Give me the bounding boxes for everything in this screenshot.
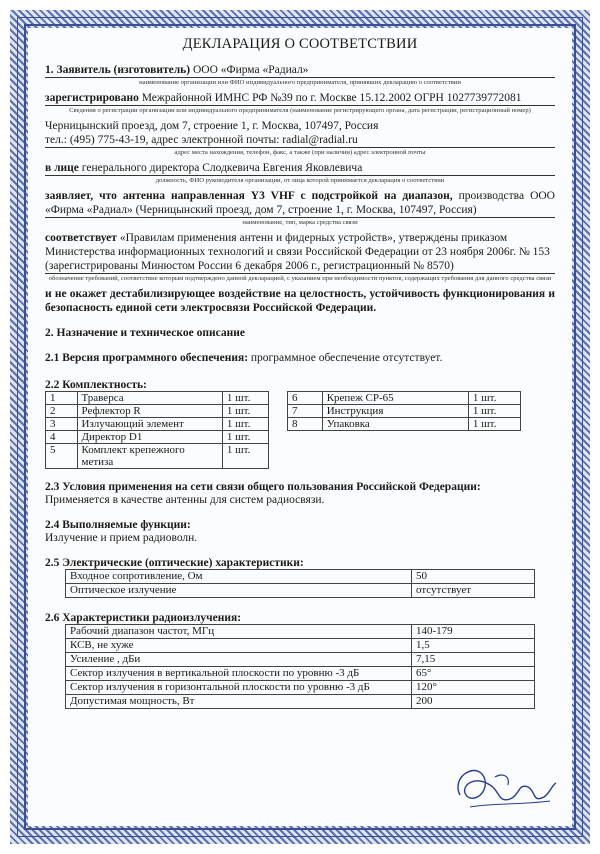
parameter-value: 200 — [412, 695, 535, 709]
signature-image — [440, 755, 560, 815]
electrical-table — [65, 569, 535, 598]
completeness-row — [46, 444, 269, 469]
item-quantity: 1 шт. — [222, 444, 268, 469]
conforms-line — [45, 231, 555, 274]
section2-title: 2. Назначение и техническое описание — [45, 327, 245, 339]
parameter-name: КСВ, не хуже — [66, 639, 412, 653]
parameter-name: Рабочий диапазон частот, МГц — [66, 625, 412, 639]
item-number: 8 — [288, 418, 323, 431]
item-name: Директор D1 — [77, 431, 222, 444]
declares-label: заявляет, что антенна направленная Y3 VHF с подстройкой на диапазон, — [45, 190, 453, 202]
item-name: Крепеж СР-65 — [322, 392, 468, 405]
electrical-label: 2.5 Электрические (оптические) характеристики: — [45, 557, 304, 569]
completeness-table-left — [45, 391, 269, 469]
item-quantity: 1 шт. — [468, 392, 520, 405]
parameter-value: 1,5 — [412, 639, 535, 653]
parameter-row — [66, 681, 535, 695]
parameter-row — [66, 695, 535, 709]
address-line: Черницынский проезд, дом 7, строение 1, г. Москва, 107497, Россия — [45, 120, 379, 132]
radio-label: 2.6 Характеристики радиоизлучения: — [45, 612, 242, 624]
applicant-name: ООО «Фирма «Радиал» — [190, 64, 309, 76]
item-number: 6 — [288, 392, 323, 405]
software-label: 2.1 Версия программного обеспечения: — [45, 352, 249, 364]
document-content — [45, 36, 555, 709]
parameter-value: 7,15 — [412, 653, 535, 667]
completeness-row — [46, 418, 269, 431]
completeness-row — [46, 392, 269, 405]
registration-text: Межрайонной ИМНС РФ №39 по г. Москве 15.12.2002 ОГРН 1027739772081 — [138, 92, 522, 104]
conditions-text: Применяется в качестве антенны для систем радиосвязи. — [45, 494, 325, 506]
item-quantity: 1 шт. — [222, 418, 268, 431]
completeness-row — [288, 405, 521, 418]
completeness-row — [288, 418, 521, 431]
parameter-row — [66, 625, 535, 639]
parameter-name: Допустимая мощность, Вт — [66, 695, 412, 709]
item-number: 7 — [288, 405, 323, 418]
parameter-name: Входное сопротивление, Ом — [66, 570, 412, 584]
item-quantity: 1 шт. — [222, 405, 268, 418]
completeness-row — [46, 405, 269, 418]
parameter-row — [66, 570, 535, 584]
item-name: Упаковка — [322, 418, 468, 431]
parameter-name: Оптическое излучение — [66, 584, 412, 598]
declares-text: производства ООО «Фирма «Радиал» (Черницынский проезд, дом 7, строение 1, г. Москва, 107497, Россия) — [45, 190, 555, 216]
conforms-text: «Правилам применения антенн и фидерных устройств», утверждены приказом Министерства информационных технологий и связи Российской Федерации от 23 ноября 2006г. № 153 (зарегистрированы Минюстом России 6 декабря 2006 г., регистрационный № 8570) — [45, 232, 550, 272]
item-number: 3 — [46, 418, 78, 431]
note-address: адрес места нахождения, телефон, факс, а также (при наличии) адрес электронной почты — [174, 149, 426, 156]
contacts-line: тел.: (495) 775-43-19, адрес электронной почты: radial@radial.ru — [45, 133, 555, 148]
parameter-value: 120° — [412, 681, 535, 695]
completeness-label: 2.2 Комплектность: — [45, 379, 147, 391]
item-name: Рефлектор R — [77, 405, 222, 418]
item-number: 1 — [46, 392, 78, 405]
item-quantity: 1 шт. — [468, 418, 520, 431]
software-text: программное обеспечение отсутствует. — [248, 352, 443, 364]
note-registration: Сведения о регистрации организации или индивидуального предпринимателя (наименование регистрирующего органа, дата регистрации, регистрационный номер) — [69, 107, 531, 114]
software-line — [45, 351, 555, 365]
note-person: должность, ФИО руководителя организации, от лица которой принимается декларация о соответствии — [155, 177, 445, 184]
applicant-line — [45, 63, 555, 78]
parameter-row — [66, 667, 535, 681]
item-name: Комплект крепежного метиза — [77, 444, 222, 469]
completeness-row — [288, 392, 521, 405]
completeness-row — [46, 431, 269, 444]
parameter-row — [66, 639, 535, 653]
completeness-table-right — [287, 391, 521, 431]
note-product: наименование, тип, марка средства связи — [242, 219, 358, 226]
parameter-value: 140-179 — [412, 625, 535, 639]
item-quantity: 1 шт. — [222, 392, 268, 405]
parameter-value: 50 — [412, 570, 535, 584]
parameter-row — [66, 584, 535, 598]
item-number: 2 — [46, 405, 78, 418]
parameter-value: 65° — [412, 667, 535, 681]
functions-label: 2.4 Выполняемые функции: — [45, 519, 191, 531]
person-label: в лице — [45, 162, 79, 174]
document-title: ДЕКЛАРАЦИЯ О СООТВЕТСТВИИ — [182, 36, 418, 52]
item-number: 5 — [46, 444, 78, 469]
conforms-label: соответствует — [45, 232, 117, 244]
item-quantity: 1 шт. — [222, 431, 268, 444]
note-requirements: обозначение требований, соответствие которым подтверждено данной декларацией, с указанием при необходимости пунктов, содержащих требования для данного средства связи — [48, 275, 552, 282]
person-text: генерального директора Слодкевича Евгения Яковлевича — [78, 162, 363, 174]
note-applicant: наименование организации или ФИО индивидуального предпринимателя, принявших декларацию о соответствии — [139, 79, 461, 86]
item-name: Излучающий элемент — [77, 418, 222, 431]
applicant-label: 1. Заявитель (изготовитель) — [45, 64, 191, 76]
item-quantity: 1 шт. — [468, 405, 520, 418]
registration-label: зарегистрировано — [45, 92, 139, 104]
parameter-name: Сектор излучения в горизонтальной плоскости по уровню -3 дБ — [66, 681, 412, 695]
parameter-name: Усиление , дБи — [66, 653, 412, 667]
item-name: Инструкция — [322, 405, 468, 418]
completeness-tables — [45, 391, 555, 477]
parameter-name: Сектор излучения в вертикальной плоскости по уровню -3 дБ — [66, 667, 412, 681]
no-effect-statement: и не окажет дестабилизирующее воздействие на целостность, устойчивость функционирования и безопасность единой сети электросвязи Российской Федерации. — [45, 288, 555, 314]
declares-line — [45, 189, 555, 218]
parameter-row — [66, 653, 535, 667]
person-line — [45, 161, 555, 176]
item-number: 4 — [46, 431, 78, 444]
conditions-label: 2.3 Условия применения на сети связи общего пользования Российской Федерации: — [45, 481, 481, 493]
radio-table — [65, 624, 535, 709]
functions-text: Излучение и прием радиоволн. — [45, 532, 198, 544]
item-name: Траверса — [77, 392, 222, 405]
parameter-value: отсутствует — [412, 584, 535, 598]
registration-line — [45, 91, 555, 106]
